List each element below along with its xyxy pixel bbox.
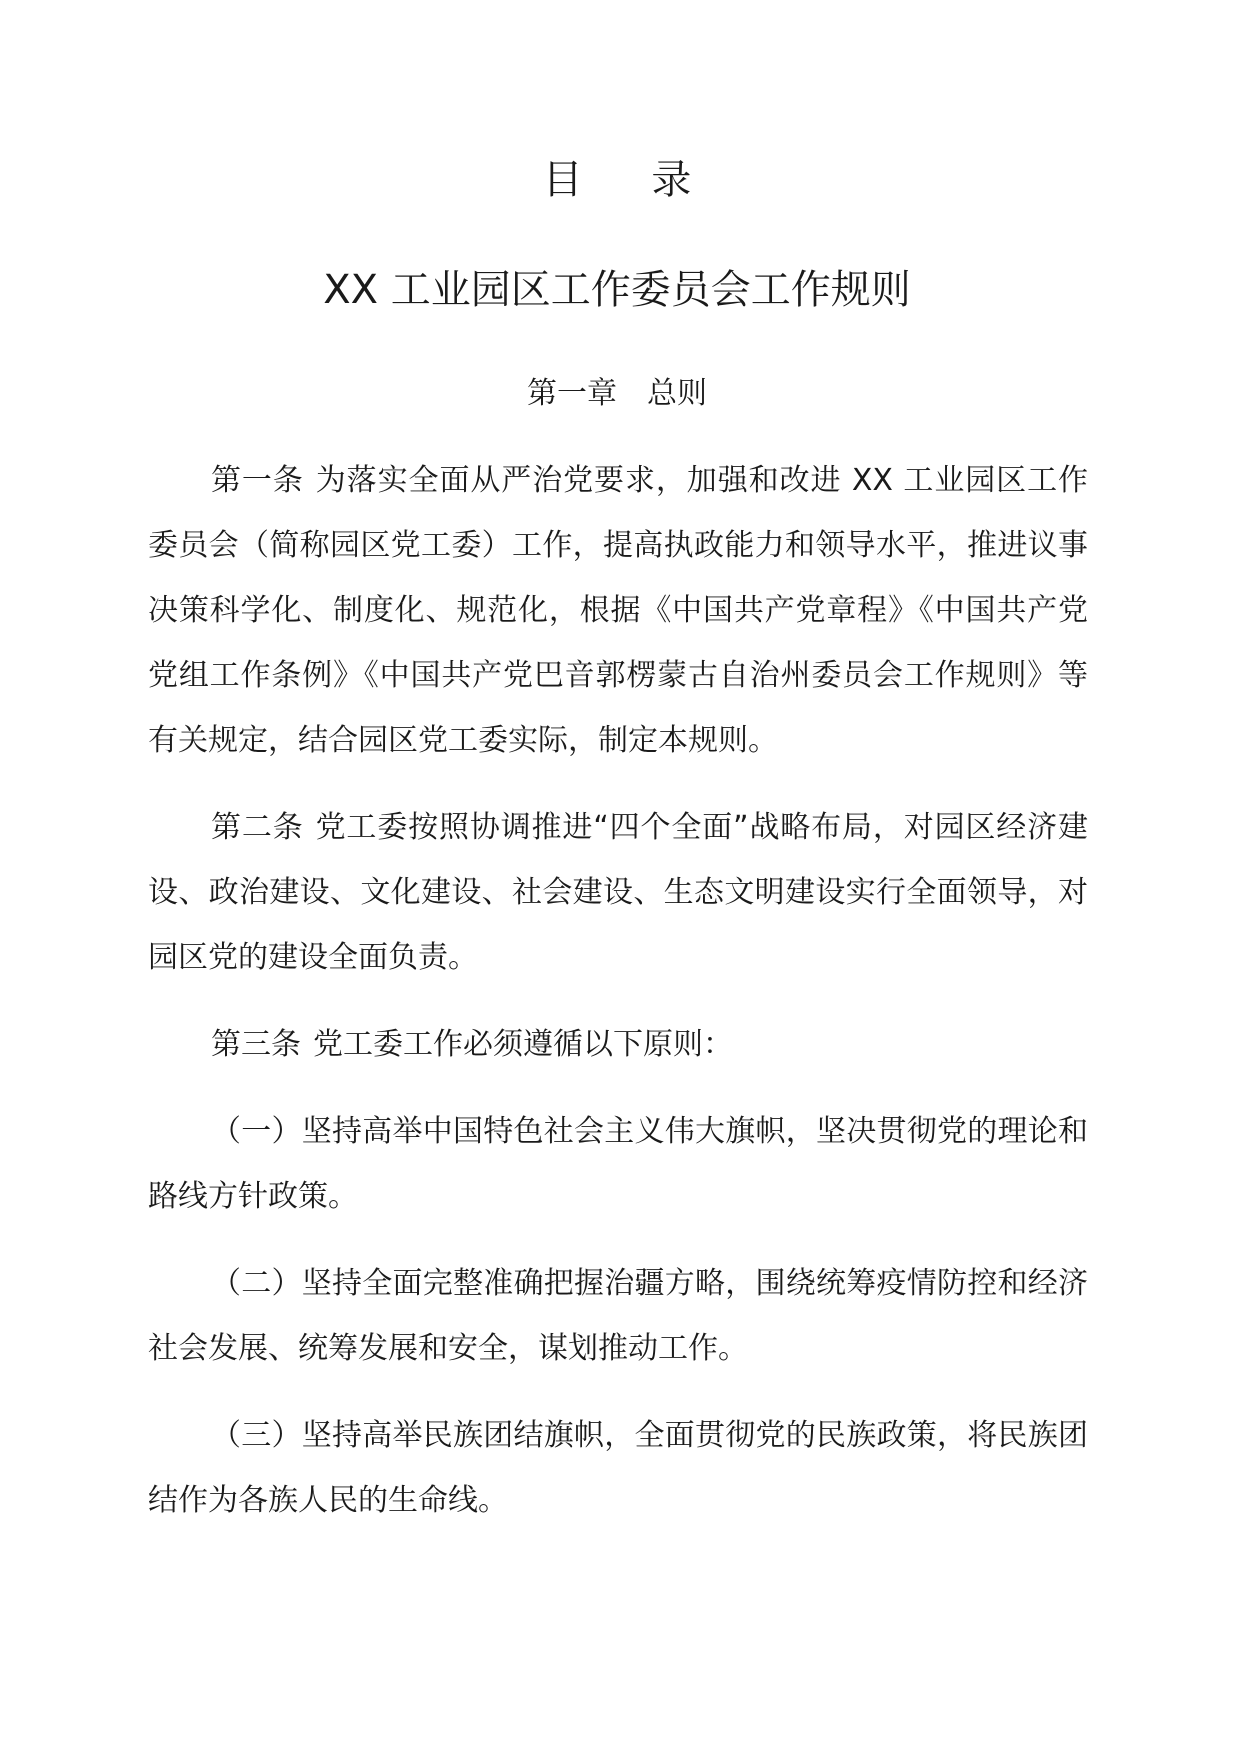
article-1-paragraph xyxy=(148,448,1088,773)
principle-text: （二）坚持全面完整准确把握治疆方略，围绕统筹疫情防控和经济社会发展、统筹发展和安全，谋划推动工作。 xyxy=(148,1266,1088,1366)
principle-2-paragraph xyxy=(148,1251,1088,1381)
article-label: 第二条 xyxy=(211,810,304,845)
article-text: 党工委工作必须遵循以下原则： xyxy=(313,1027,733,1062)
principle-text: （一）坚持高举中国特色社会主义伟大旗帜，坚决贯彻党的理论和路线方针政策。 xyxy=(148,1114,1088,1214)
principle-3-paragraph xyxy=(148,1403,1088,1533)
article-3-paragraph xyxy=(148,1012,1088,1077)
body-text xyxy=(148,448,1088,1555)
article-label: 第三条 xyxy=(211,1027,301,1062)
article-2-paragraph xyxy=(148,795,1088,990)
article-text: 为落实全面从严治党要求，加强和改进 XX 工业园区工作委员会（简称园区党工委）工作，提高执政能力和领导水平，推进议事决策科学化、制度化、规范化，根据《中国共产党章程》《中国共产党党组工作条例》《中国共产党巴音郭楞蒙古自治州委员会工作规则》等有关规定，结合园区党工委实际，制定本规则。 xyxy=(148,463,1088,758)
document-title: XX 工业园区工作委员会工作规则 xyxy=(323,267,911,313)
article-label: 第一条 xyxy=(211,463,304,498)
article-text: 党工委按照协调推进“四个全面”战略布局，对园区经济建设、政治建设、文化建设、社会建设、生态文明建设实行全面领导，对园区党的建设全面负责。 xyxy=(148,810,1088,975)
chapter-heading: 第一章 总则 xyxy=(527,376,707,411)
principle-text: （三）坚持高举民族团结旗帜，全面贯彻党的民族政策，将民族团结作为各族人民的生命线。 xyxy=(148,1418,1088,1518)
toc-title: 目 录 xyxy=(542,157,720,203)
principle-1-paragraph xyxy=(148,1099,1088,1229)
